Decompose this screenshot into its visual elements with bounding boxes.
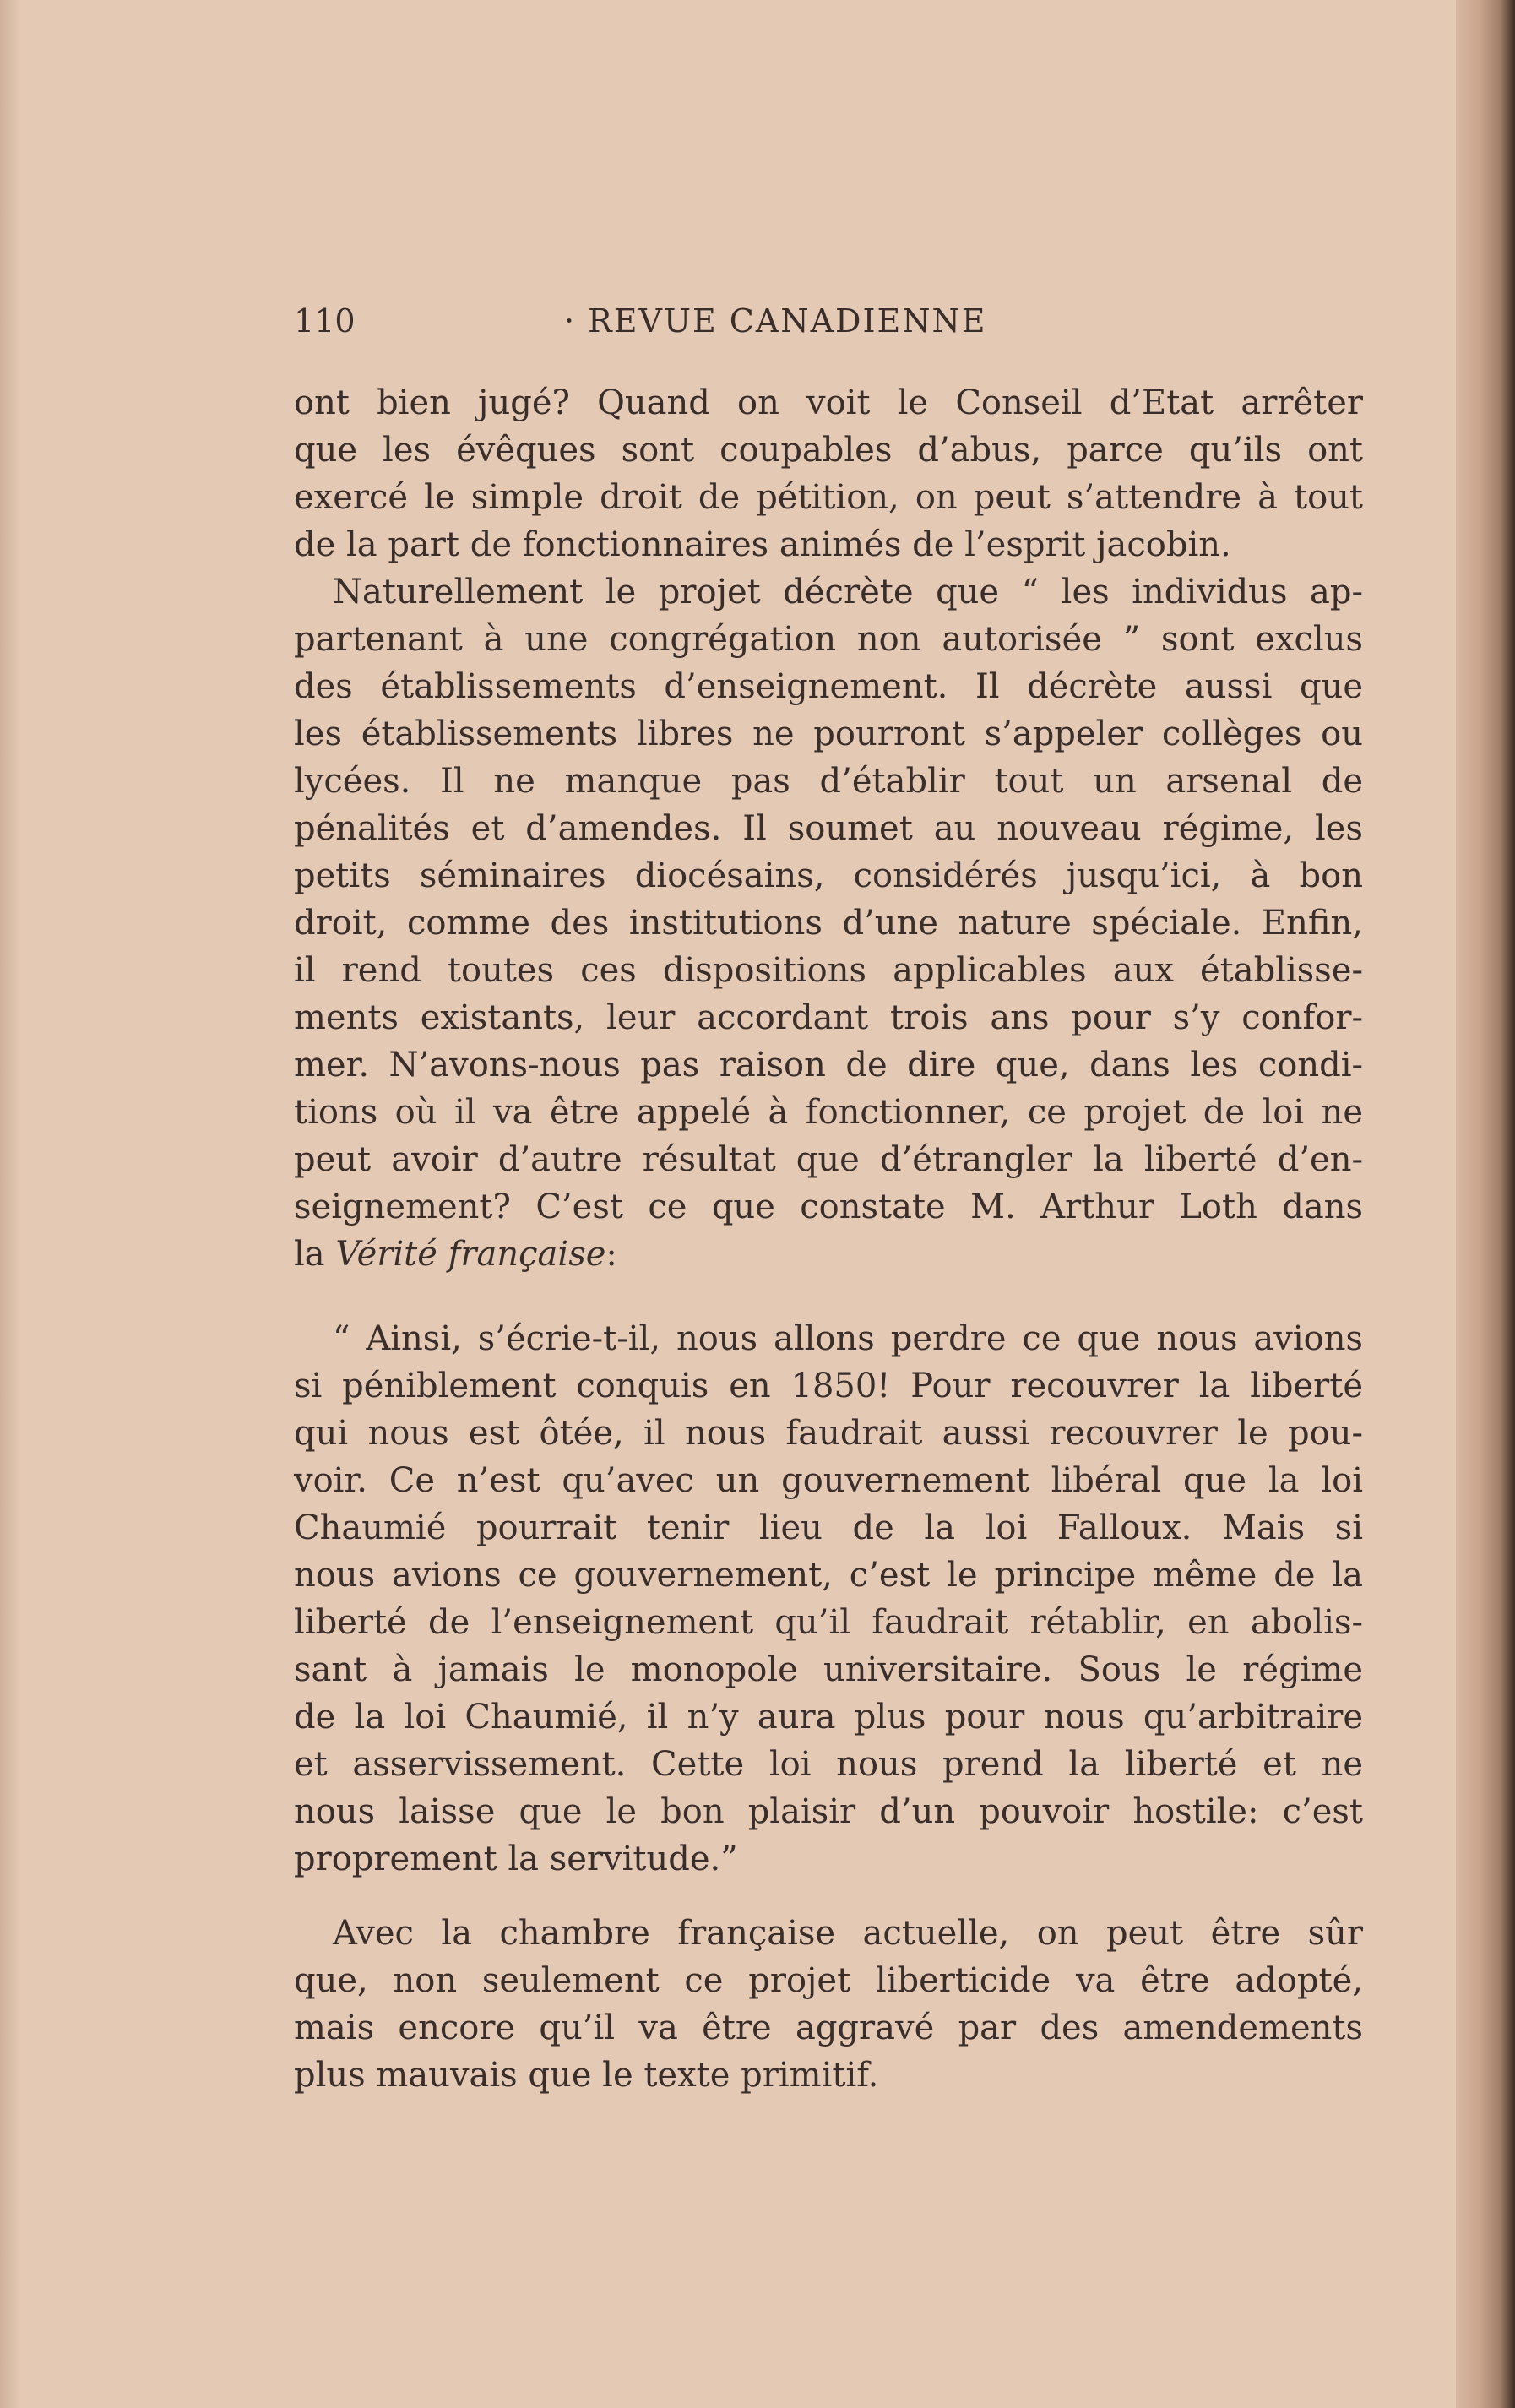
quote-line: nous laisse que le bon plaisir d’un pouvoir hostile: c’est: [294, 1792, 1363, 1831]
quote-line: de la loi Chaumié, il n’y aura plus pour nous qu’arbitraire: [294, 1698, 1363, 1737]
text-line: partenant à une congrégation non autorisée ” sont exclus: [294, 620, 1363, 659]
publication-title: Vérité française: [335, 1235, 606, 1274]
text-line: Naturellement le projet décrète que “ les individus ap-: [333, 573, 1363, 612]
quote-line: “ Ainsi, s’écrie-t-il, nous allons perdre ce que nous avions: [333, 1319, 1363, 1358]
quote-line: si péniblement conquis en 1850! Pour recouvrer la liberté: [294, 1367, 1363, 1405]
text-line: que les évêques sont coupables d’abus, parce qu’ils ont: [294, 431, 1363, 470]
quote-line: Chaumié pourrait tenir lieu de la loi Falloux. Mais si: [294, 1508, 1363, 1547]
text-line: tions où il va être appelé à fonctionner, ce projet de loi ne: [294, 1093, 1363, 1132]
line-prefix: la: [294, 1235, 336, 1274]
text-line: mer. N’avons-nous pas raison de dire que, dans les condi-: [294, 1046, 1363, 1084]
text-line: ont bien jugé? Quand on voit le Conseil d’Etat arrêter: [294, 383, 1363, 422]
quote-line: sant à jamais le monopole universitaire. Sous le régime: [294, 1650, 1363, 1689]
text-line: [294, 1233, 1363, 1280]
text-line: petits séminaires diocésains, considérés jusqu’ici, à bon: [294, 856, 1363, 895]
text-line: plus mauvais que le texte primitif.: [294, 2056, 879, 2095]
quote-line: proprement la servitude.”: [294, 1840, 738, 1878]
quote-line: voir. Ce n’est qu’avec un gouvernement libéral que la loi: [294, 1461, 1363, 1500]
quote-line: nous avions ce gouvernement, c’est le principe même de la: [294, 1556, 1363, 1595]
text-line: des établissements d’enseignement. Il décrète aussi que: [294, 667, 1363, 706]
text-line: droit, comme des institutions d’une nature spéciale. Enfin,: [294, 904, 1363, 943]
text-line: peut avoir d’autre résultat que d’étrangler la liberté d’en-: [294, 1140, 1363, 1179]
text-line: Avec la chambre française actuelle, on peut être sûr: [333, 1914, 1363, 1953]
text-line: ments existants, leur accordant trois ans pour s’y confor-: [294, 998, 1363, 1037]
text-line: mais encore qu’il va être aggravé par des amendements: [294, 2008, 1363, 2047]
text-line: lycées. Il ne manque pas d’établir tout un arsenal de: [294, 762, 1363, 801]
text-line: les établissements libres ne pourront s’appeler collèges ou: [294, 715, 1363, 753]
page-header: [294, 302, 1054, 345]
page-number: 110: [294, 302, 356, 340]
quote-line: liberté de l’enseignement qu’il faudrait rétablir, en abolis-: [294, 1603, 1363, 1642]
text-line: pénalités et d’amendes. Il soumet au nouveau régime, les: [294, 809, 1363, 848]
quote-line: qui nous est ôtée, il nous faudrait aussi recouvrer le pou-: [294, 1414, 1363, 1453]
text-line: exercé le simple droit de pétition, on peut s’attendre à tout: [294, 478, 1363, 517]
running-title: · REVUE CANADIENNE: [564, 302, 987, 340]
text-line: il rend toutes ces dispositions applicables aux établisse-: [294, 951, 1363, 990]
page-left-edge: [0, 0, 20, 2408]
text-line: seignement? C’est ce que constate M. Arthur Loth dans: [294, 1188, 1363, 1226]
text-line: que, non seulement ce projet liberticide va être adopté,: [294, 1961, 1363, 2000]
text-line: de la part de fonctionnaires animés de l’esprit jacobin.: [294, 525, 1231, 564]
quote-line: et asservissement. Cette loi nous prend la liberté et ne: [294, 1745, 1363, 1784]
line-suffix: :: [605, 1235, 617, 1274]
page-right-edge-shadow: [1456, 0, 1515, 2408]
